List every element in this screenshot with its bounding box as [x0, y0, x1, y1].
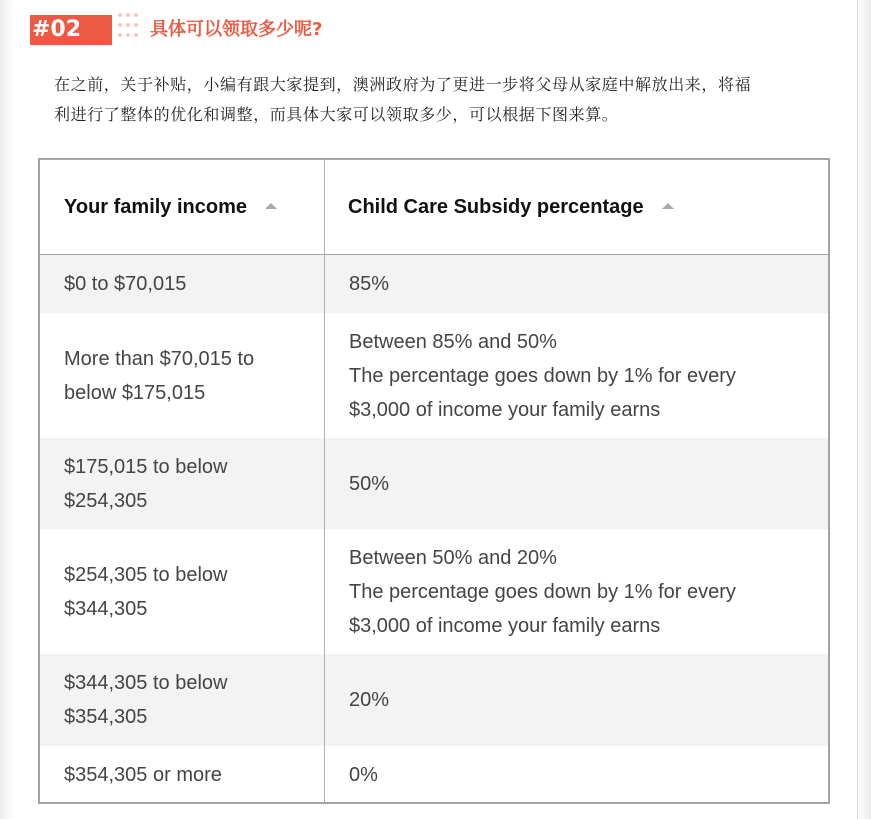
cell-text: Between 85% and 50%: [349, 330, 557, 353]
percentage-cell: [349, 255, 819, 313]
subsidy-table: [38, 158, 830, 804]
sort-ascending-icon[interactable]: [662, 203, 674, 209]
intro-line: 利进行了整体的优化和调整，而具体大家可以领取多少，可以根据下图来算。: [54, 105, 619, 124]
cell-text: $344,305 to below: [64, 672, 228, 694]
percentage-cell: [349, 529, 819, 654]
table-row: [40, 438, 828, 529]
cell-text: $254,305: [64, 489, 148, 512]
income-cell: [64, 654, 304, 746]
cell-text: $354,305: [64, 706, 148, 728]
section-number-badge: #02: [30, 15, 112, 45]
intro-paragraph: [54, 70, 824, 130]
table-row: [40, 746, 828, 804]
cell-text: More than $70,015 to: [64, 347, 255, 370]
intro-line: 在之前，关于补贴，小编有跟大家提到，澳洲政府为了更进一步将父母从家庭中解放出来，将福: [54, 75, 752, 94]
percentage-cell: [349, 438, 819, 529]
table-row: [40, 313, 828, 438]
section-title: 具体可以领取多少呢?: [150, 19, 323, 40]
cell-text: 85%: [349, 273, 390, 295]
income-cell: [64, 255, 304, 313]
income-cell: [64, 746, 304, 804]
column-header-income[interactable]: [64, 160, 277, 254]
column-header-label: Your family income: [64, 195, 248, 218]
page-right-edge: [857, 0, 871, 819]
cell-text: $354,305 or more: [64, 764, 222, 786]
page-left-edge: [0, 0, 14, 819]
percentage-cell: [349, 313, 819, 438]
cell-text: 50%: [349, 472, 390, 495]
cell-text: $175,015 to below: [64, 455, 228, 478]
cell-text: $3,000 of income your family earns: [349, 398, 661, 421]
cell-text: below $175,015: [64, 381, 206, 404]
cell-text: $344,305: [64, 597, 148, 620]
sort-ascending-icon[interactable]: [265, 203, 277, 209]
cell-text: 20%: [349, 689, 390, 711]
percentage-cell: [349, 746, 819, 804]
scrollbar-track: [857, 0, 858, 819]
income-cell: [64, 313, 304, 438]
table-row: [40, 529, 828, 654]
cell-text: $3,000 of income your family earns: [349, 614, 661, 637]
cell-text: Between 50% and 20%: [349, 546, 557, 569]
section-header: [30, 11, 430, 47]
column-divider: [324, 160, 325, 802]
table-row: [40, 654, 828, 746]
column-header-percentage[interactable]: [348, 160, 674, 254]
cell-text: $254,305 to below: [64, 563, 228, 586]
column-header-label: Child Care Subsidy percentage: [348, 195, 644, 218]
cell-text: The percentage goes down by 1% for every: [349, 580, 736, 603]
cell-text: 0%: [349, 764, 378, 786]
percentage-cell: [349, 654, 819, 746]
income-cell: [64, 438, 304, 529]
cell-text: The percentage goes down by 1% for every: [349, 364, 736, 387]
cell-text: $0 to $70,015: [64, 273, 187, 295]
table-row: [40, 255, 828, 313]
table-header: [40, 160, 828, 255]
income-cell: [64, 529, 304, 654]
decorative-dots-icon: [118, 11, 138, 47]
